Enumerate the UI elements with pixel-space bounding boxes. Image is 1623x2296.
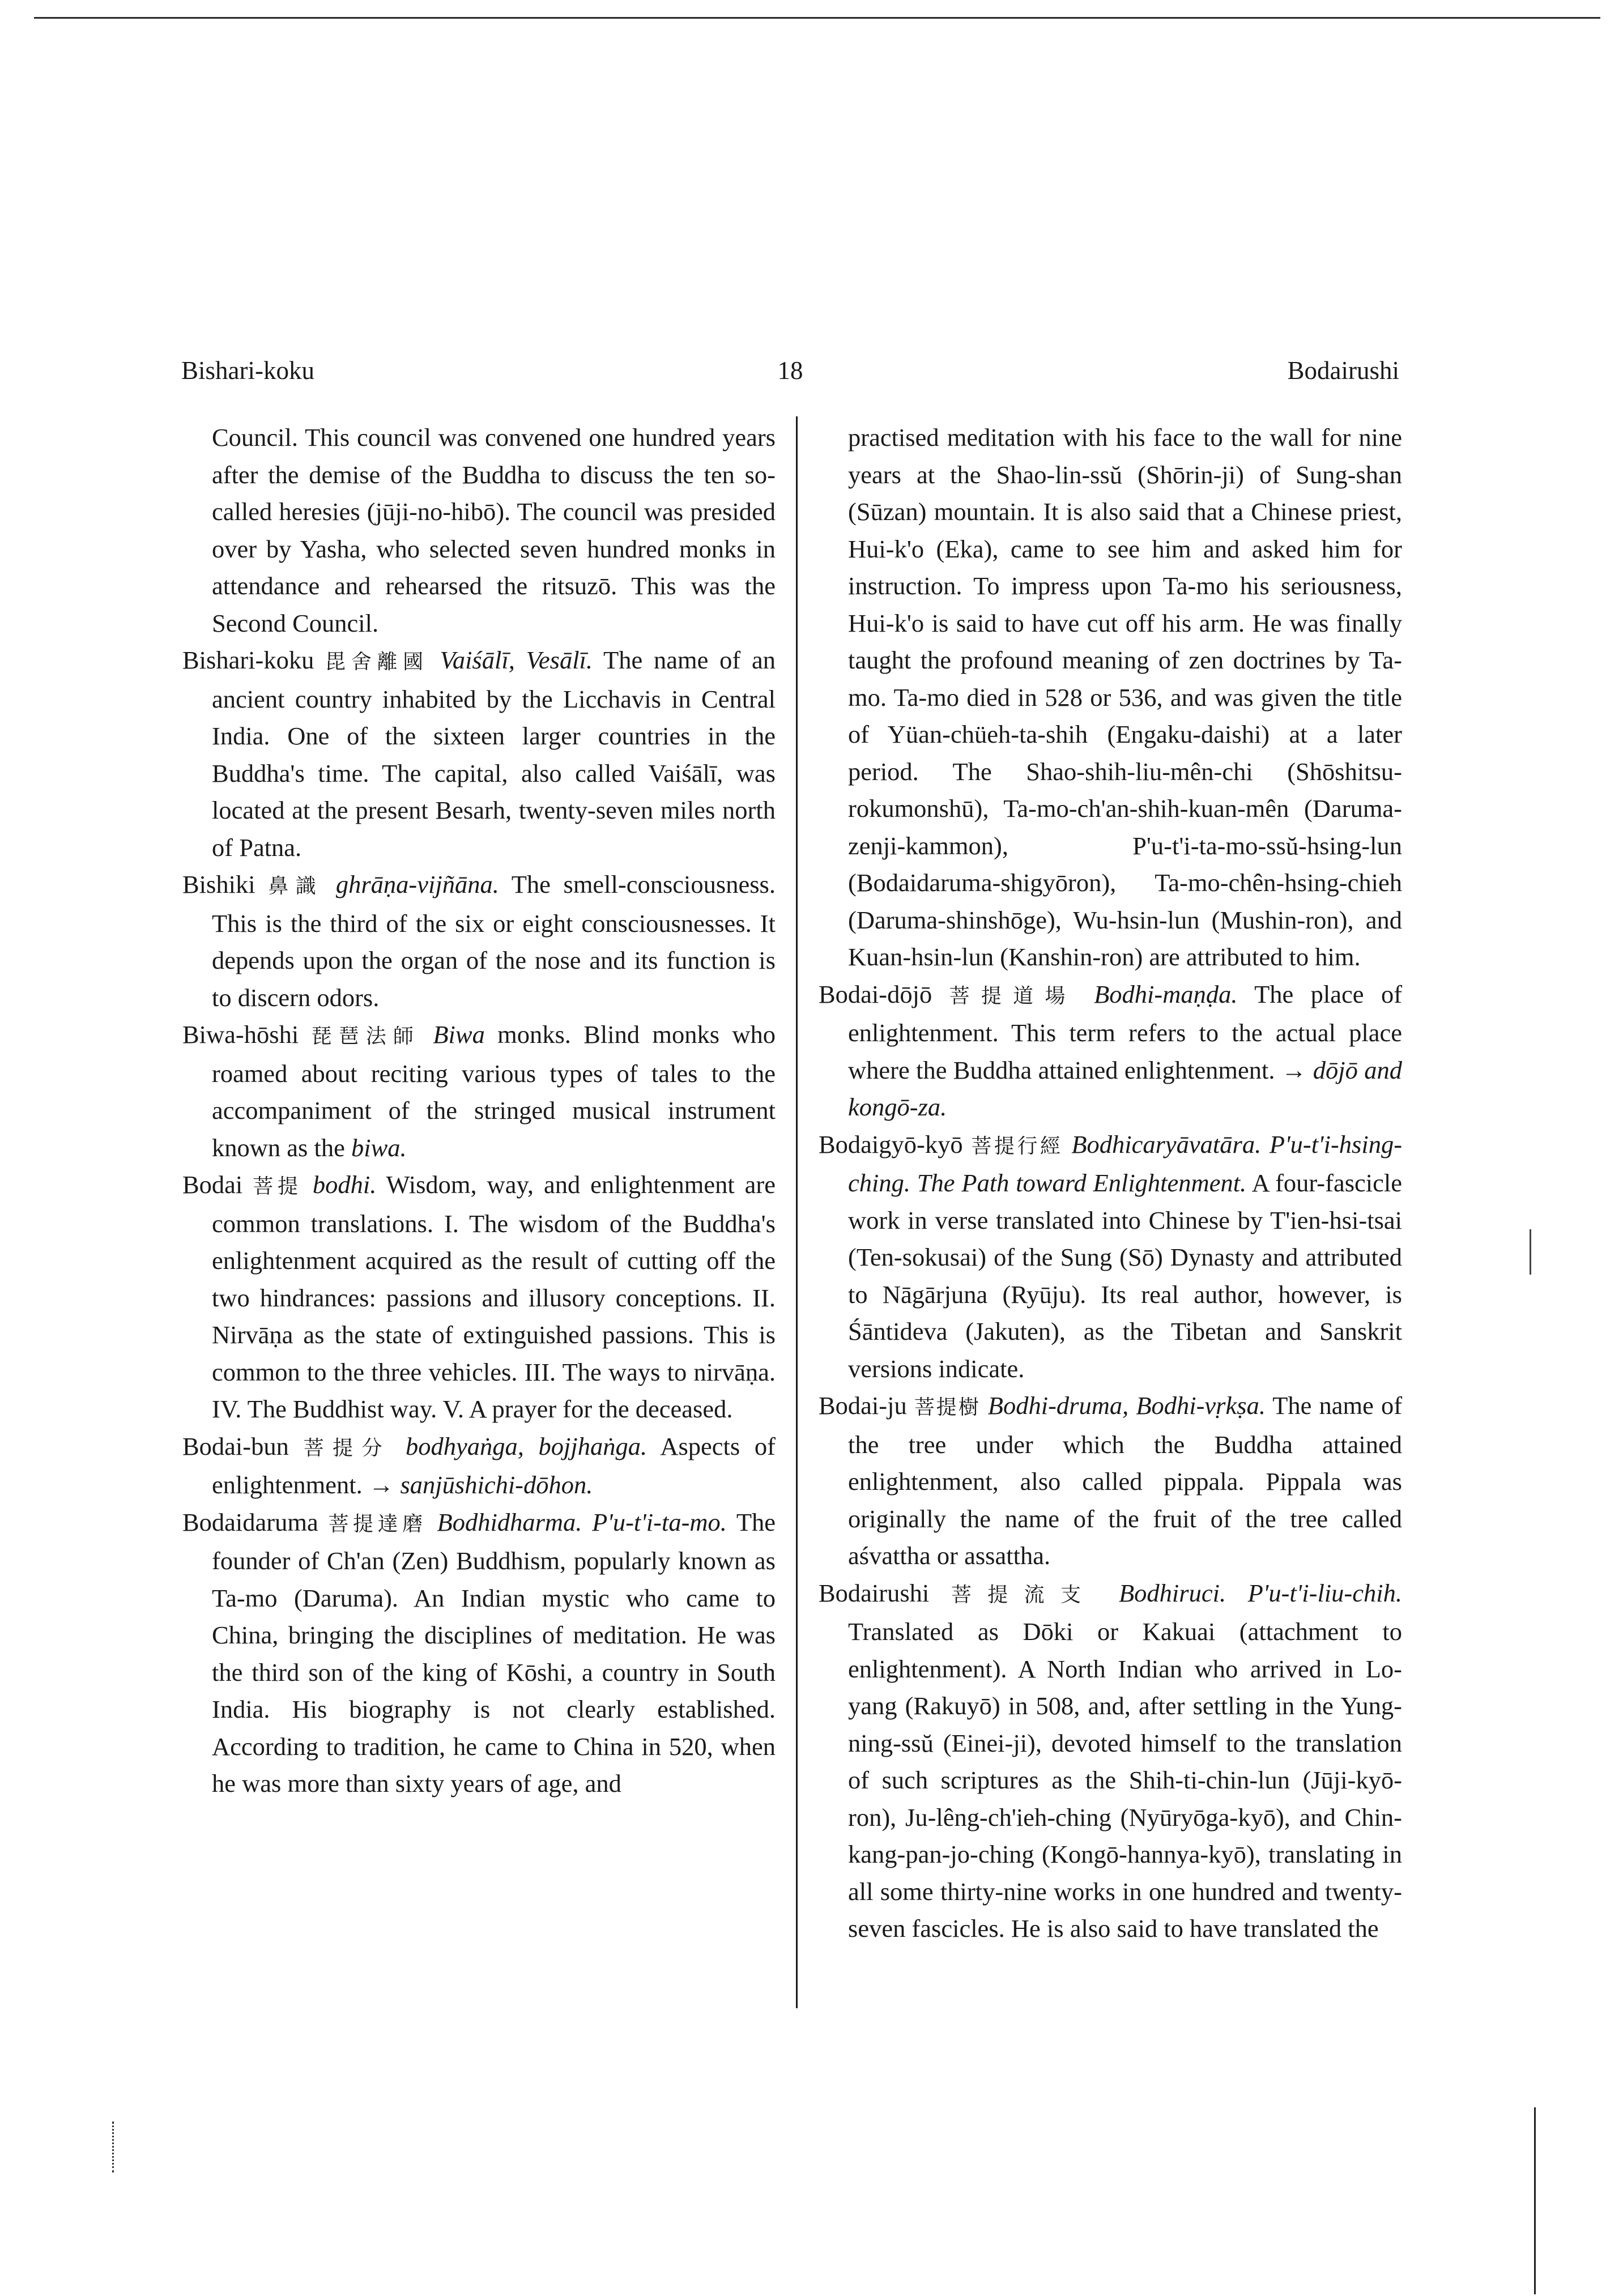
entry-continuation: practised meditation with his face to the wall for nine years at the Shao-lin-ssŭ (Shōrin-ji) of Sung-shan (Sūzan) mountain. It is also said that a Chinese priest, Hui-k'o (Eka), came to see him and asked him for instruction. To impress upon Ta-mo his seriousness, Hui-k'o is said to have cut off his arm. He was finally taught the profound meaning of zen doctrines by Ta-mo. Ta-mo died in 528 or 536, and was given the title of Yüan-chüeh-ta-shih (Engaku-daishi) at a later period. The Shao-shih-liu-mên-chi (Shōshitsu-rokumonshū), Ta-mo-ch'an-shih-kuan-mên (Daruma-zenji-kammon), P'u-t'i-ta-mo-ssŭ-hsing-lun (Bodaidaruma-shigyōron), Ta-mo-chên-hsing-chieh (Daruma-shinshōge), Wu-hsin-lun (Mushin-ron), and Kuan-hsin-lun (Kanshin-ron) are attributed to him. [848,423,1402,971]
entry-sanskrit: bodhi. [312,1170,377,1199]
entry-headword: Bishiki [182,870,255,898]
entry-headword: Bodaidaruma [182,1507,318,1536]
entry-definition: Translated as Dōki or Kakuai (attachment to enlightenment). A North Indian who arrived in Lo-yang (Rakuyō) in 508, and, after settling in the Yung-ning-ssŭ (Einei-ji), devoted himself to the translation of such scriptures as the Shih-ti-chin-lun (Jūji-kyō-ron), Ju-lêng-ch'ieh-ching (Nyūryōga-kyō), and Chin-kang-pan-jo-ching (Kongō-hannya-kyō), translating in all some thirty-nine works in one hundred and twenty-seven fascicles. He is also said to have translated the [848,1617,1402,1943]
entry-definition: The name of an ancient country inhabited by the Licchavis in Central India. One of the sixteen larger countries in the Buddha's time. The capital, also called Vaiśālī, was located at the present Besarh, twenty-seven miles north of Patna. [212,646,776,862]
entry-sanskrit: bodhyaṅga, bojjhaṅga. [405,1432,648,1460]
entry-kanji: 菩提達磨 [328,1512,427,1536]
entry-kanji: 鼻識 [268,875,323,898]
entry-definition: A four-fascicle work in verse translated into Chinese by T'ien-hsi-tsai (Ten-sokusai) of the Sung (Sō) Dynasty and attributed to Nāgārjuna (Ryūju). Its real author, however, is Śāntideva (Jakuten), as the Tibetan and Sanskrit versions indicate. [848,1169,1402,1383]
dictionary-entry [819,1387,1402,1575]
entry-headword: Bodai-ju [819,1391,907,1420]
dictionary-entry [182,1428,776,1504]
entry-sanskrit: Bodhiruci. P'u-t'i-liu-chih. [1118,1578,1402,1607]
entry-sanskrit: ghrāṇa-vijñāna. [335,870,499,898]
entry-kanji: 毘舍離國 [325,650,429,674]
dictionary-entry [182,1504,776,1803]
left-column [182,419,776,1803]
entry-cross-reference: → dōjō and kongō-za. [848,1055,1403,1121]
entry-kanji: 菩提分 [303,1436,391,1460]
entry-kanji: 菩提道場 [949,984,1077,1008]
entry-definition: Wisdom, way, and enlightenment are common translations. I. The wisdom of the Buddha's enlightenment acquired as the result of cutting off the two hindrances: passions and illusory conceptions. II. Nirvāṇa as the state of extinguished passions. This is common to the three vehicles. III. The ways to nirvāṇa. IV. The Buddhist way. V. A prayer for the deceased. [212,1170,776,1423]
scan-top-edge-line [34,17,1600,19]
entry-headword: Bodai [182,1170,243,1199]
entry-kanji: 菩提行經 [971,1134,1063,1158]
scan-margin-dots [112,2122,114,2173]
column-divider [796,416,798,2008]
entry-definition: monks. Blind monks who roamed about reciting various types of tales to the accompaniment of the stringed musical instrument known as the [212,1020,776,1162]
entry-kanji: 菩提樹 [914,1396,981,1419]
entry-definition-term: biwa. [351,1133,407,1162]
entry-definition: The place of enlightenment. This term refers to the actual place where the Buddha attained enlightenment. [848,979,1403,1084]
entry-cross-reference: → sanjūshichi-dōhon. [368,1471,593,1499]
entry-headword: Bodaigyō-kyō [819,1130,963,1158]
entry-sanskrit: Bodhicaryāvatāra. P'u-t'i-hsing-ching. The Path toward Enlightenment. [848,1130,1403,1197]
entry-definition: Aspects of enlightenment. [212,1432,776,1499]
dictionary-entry [182,866,776,1016]
header-left-guideword: Bishari-koku [181,356,314,385]
entry-headword: Bodairushi [819,1578,930,1607]
entry-continuation: Council. This council was convened one hundred years after the demise of the Buddha to discuss the ten so-called heresies (jūji-no-hibō). The council was presided over by Yasha, who selected seven hundred monks in attendance and rehearsed the ritsuzō. This was the Second Council. [212,423,776,637]
dictionary-entry [182,1166,776,1428]
entry-headword: Bishari-koku [182,646,314,674]
dictionary-entry [819,1575,1402,1948]
entry-sanskrit: Vaiśālī, Vesālī. [440,646,593,674]
entry-definition: The founder of Ch'an (Zen) Buddhism, popularly known as Ta-mo (Daruma). An Indian mystic who came to China, bringing the disciplines of meditation. He was the third son of the king of Kōshi, a country in South India. His biography is not clearly established. According to tradition, he came to China in 520, when he was more than sixty years of age, and [212,1507,776,1797]
header-right-guideword: Bodairushi [1287,356,1399,385]
dictionary-entry [819,976,1402,1126]
entry-kanji: 菩提 [253,1175,303,1198]
entry-sanskrit: Bodhi-druma, Bodhi-vṛkṣa. [987,1391,1266,1420]
entry-headword: Bodai-dōjō [819,979,932,1008]
entry-sanskrit: Biwa [433,1020,485,1049]
entry-sanskrit: Bodhidharma. P'u-t'i-ta-mo. [437,1507,727,1536]
page-number: 18 [777,356,803,385]
dictionary-entry [819,1126,1402,1388]
entry-kanji: 琵琶法師 [311,1025,421,1048]
entry-definition: The smell-consciousness. This is the third of the six or eight consciousnesses. It depends upon the organ of the nose and its function is to discern odors. [212,870,776,1012]
entry-sanskrit: Bodhi-maṇḍa. [1094,979,1238,1008]
right-column [819,419,1402,1948]
dictionary-entry [182,642,776,866]
entry-headword: Bodai-bun [182,1432,289,1460]
dictionary-entry [182,1016,776,1166]
entry-definition: The name of the tree under which the Buddha attained enlightenment, also called pippala. Pippala was originally the name of the fruit of the tree called aśvattha or assattha. [848,1391,1403,1570]
entry-kanji: 菩提流支 [951,1583,1097,1607]
entry-headword: Biwa-hōshi [182,1020,299,1049]
page-header [181,356,1399,390]
scan-margin-bar [1534,2107,1536,2294]
scan-margin-mark [1530,1229,1531,1275]
